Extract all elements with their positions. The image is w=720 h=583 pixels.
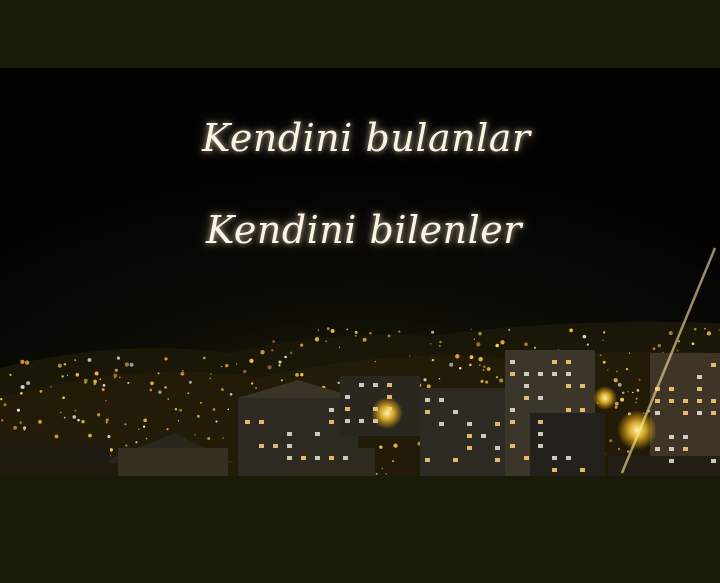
city-light-dot [609,439,612,442]
city-light-dot [524,342,528,346]
building-window [711,411,716,415]
city-light-dot [325,341,327,343]
building-window [566,408,571,412]
city-light-dot [97,413,100,416]
building-window [510,420,515,424]
city-light-dot [398,330,400,332]
city-light-dot [268,365,272,369]
city-light-dot [9,374,11,376]
building-window [683,435,688,439]
city-light-dot [20,360,24,364]
city-light-dot [26,381,30,385]
city-light-dot [197,415,200,418]
city-light-dot [487,367,491,371]
city-light-dot [236,363,237,364]
city-light-dot [423,378,426,381]
city-light-dot [290,352,293,355]
building-window [566,384,571,388]
building-window [683,447,688,451]
city-light-dot [718,329,719,330]
city-light-dot [20,392,23,395]
city-light-dot [479,364,481,366]
building-window [580,384,585,388]
building-window [387,383,392,387]
city-light-dot [272,340,275,343]
bottom-frame-band [0,476,720,583]
building-window [287,432,292,436]
city-light-dot [62,396,65,399]
city-light-dot [483,365,486,368]
building-window [711,399,716,403]
building-window [655,447,660,451]
building-window [259,444,264,448]
city-light-dot [278,361,281,364]
building-window [510,408,515,412]
city-light-dot [327,327,330,330]
city-light-dot [0,398,2,400]
building-window [259,420,264,424]
city-light-dot [143,418,147,422]
city-light-dot [13,426,17,430]
street-lamp [617,410,657,450]
city-light-dot [249,359,253,363]
city-light-dot [583,335,587,339]
building-window [697,399,702,403]
building-window [287,456,292,460]
city-light-dot [150,389,153,392]
city-light-dot [106,421,108,423]
city-light-dot [55,434,59,438]
city-light-dot [318,329,319,330]
building-window [524,456,529,460]
city-light-dot [603,331,605,333]
building-window [495,422,500,426]
building-window [439,398,444,402]
building-window [552,468,557,472]
building-window [669,387,674,391]
city-light-dot [210,373,212,375]
city-light-dot [88,358,92,362]
city-light-dot [107,435,110,438]
building-window [697,375,702,379]
city-light-dot [459,367,461,369]
city-light-dot [602,340,603,341]
building-window [273,444,278,448]
city-light-dot [38,420,42,424]
building-window [711,363,716,367]
city-light-dot [221,388,224,391]
building-window [329,456,334,460]
building-window [359,383,364,387]
city-light-dot [615,406,618,409]
city-light-dot [17,409,20,412]
city-light-dot [614,378,618,382]
city-light-dot [194,434,195,435]
building-window [453,410,458,414]
city-light-dot [379,446,382,449]
building-window [669,435,674,439]
city-light-dot [603,361,606,364]
building-window [580,408,585,412]
building-window [315,432,320,436]
building-window [711,459,716,463]
city-light-dot [102,388,105,391]
city-light-dot [616,371,618,373]
city-light-dot [637,389,640,392]
city-light-dot [439,378,440,379]
city-light-dot [175,408,177,410]
building-window [566,372,571,376]
city-light-dot [88,434,92,438]
city-light-dot [692,342,695,345]
city-light-dot [639,379,641,381]
city-light-dot [127,382,129,384]
building-window [655,411,660,415]
city-light-dot [125,445,127,447]
building-window [329,420,334,424]
city-light-dot [300,344,303,347]
building-window [683,411,688,415]
city-light-dot [534,347,536,349]
city-light-dot [3,403,6,406]
city-light-dot [600,354,602,356]
city-light-dot [315,337,319,341]
city-light-dot [478,332,482,336]
building-window [495,446,500,450]
city-light-dot [382,468,383,469]
city-light-dot [485,381,488,384]
city-light-dot [187,392,189,394]
city-light-dot [93,380,97,384]
building-window [425,458,430,462]
city-light-dot [182,370,183,371]
city-light-dot [60,412,61,413]
city-light-dot [200,402,202,404]
city-light-dot [251,382,253,384]
city-light-dot [635,402,636,403]
city-light-dot [106,418,109,421]
building-window [524,396,529,400]
building-window [495,458,500,462]
city-light-dot [119,376,121,378]
city-light-dot [221,366,222,367]
building-window [481,434,486,438]
city-light-dot [355,335,357,337]
city-light-dot [707,331,711,335]
city-light-dot [704,328,706,330]
city-light-dot [117,357,120,360]
city-light-dot [228,409,230,411]
building-window [315,456,320,460]
city-light-dot [355,331,358,334]
city-light-dot [439,345,441,347]
city-light-dot [209,377,211,379]
city-light-dot [278,364,280,366]
city-light-dot [427,384,431,388]
city-light-dot [225,364,228,367]
city-light-dot [632,392,633,393]
city-light-dot [629,353,630,354]
city-light-dot [636,398,638,400]
building-window [439,422,444,426]
city-light-dot [669,331,673,335]
city-light-dot [67,375,68,376]
city-light-dot [694,328,697,331]
city-light-dot [499,378,503,382]
city-light-dot [284,356,287,359]
city-light-dot [125,362,129,366]
building-window [467,422,472,426]
city-light-dot [337,382,340,385]
building-window [510,360,515,364]
city-light-dot [430,343,431,344]
city-light-dot [64,417,66,419]
city-light-dot [469,364,472,367]
city-light-dot [103,384,106,387]
building-window [287,444,292,448]
building-window [524,372,529,376]
city-light-dot [58,364,62,368]
city-light-dot [1,419,3,421]
building-window [669,447,674,451]
city-light-dot [19,421,22,424]
building-window [345,395,350,399]
city-light-dot [75,410,77,412]
building-window [345,419,350,423]
city-light-dot [215,420,217,422]
city-light-dot [189,381,192,384]
building-window [467,446,472,450]
city-light-dot [21,385,25,389]
city-light-dot [376,473,378,475]
city-light-dot [587,344,589,346]
building-window [669,399,674,403]
city-light-dot [64,363,67,366]
city-light-dot [346,329,348,331]
building-window [359,419,364,423]
city-light-dot [618,448,619,449]
building-window [538,372,543,376]
city-light-dot [179,409,182,412]
building-window [566,360,571,364]
building-window [580,468,585,472]
city-light-dot [409,355,410,356]
building-window [373,383,378,387]
city-light-dot [618,383,622,387]
city-light-dot [622,392,624,394]
city-light-dot [295,373,299,377]
city-light-dot [166,428,168,430]
building-window [467,434,472,438]
building-window [510,444,515,448]
city-light-dot [431,331,434,334]
city-light-dot [281,379,283,381]
city-light-dot [181,372,185,376]
city-light-dot [167,398,169,400]
building-window [329,408,334,412]
city-light-dot [76,373,79,376]
city-light-dot [72,415,76,419]
street-lamp [593,386,617,410]
building-window [510,372,515,376]
city-light-dot [500,340,504,344]
building-window [669,459,674,463]
city-light-dot [124,423,126,425]
city-light-dot [432,359,434,361]
building-window [552,456,557,460]
building-window [538,420,543,424]
city-light-dot [627,391,628,392]
city-light-dot [164,386,167,389]
city-light-dot [105,400,107,402]
city-scene [0,68,720,476]
city-light-dot [626,368,628,370]
city-light-dot [470,355,474,359]
city-light-dot [508,329,510,331]
city-light-dot [138,429,139,430]
city-light-dot [135,441,137,443]
city-light-dot [243,370,246,373]
city-light-dot [331,329,335,333]
city-light-dot [495,344,499,348]
city-light-dot [95,372,99,376]
city-light-dot [178,420,179,421]
city-light-dot [25,360,29,364]
street-lamp [371,397,403,429]
city-light-dot [479,357,483,361]
building-window [538,432,543,436]
city-light-dot [677,350,679,352]
city-light-dot [471,329,472,330]
city-light-dot [369,332,371,334]
city-light-dot [658,344,661,347]
city-light-dot [40,390,43,393]
city-light-dot [476,342,480,346]
caption-line-1: Kendini bulanlar [202,116,531,160]
top-frame-band [0,0,720,68]
city-light-dot [439,341,442,344]
city-light-dot [255,387,257,389]
city-light-dot [393,443,397,447]
city-light-dot [474,339,475,340]
city-light-dot [150,381,154,385]
city-light-dot [114,376,116,378]
building-window [538,444,543,448]
building-window [538,396,543,400]
building-window [552,360,557,364]
city-light-dot [77,419,80,422]
city-light-dot [115,369,118,372]
building-window [655,399,660,403]
building-window [683,399,688,403]
city-light-dot [203,357,206,360]
city-light-dot [260,350,264,354]
building-window [425,410,430,414]
building-window [524,384,529,388]
city-light-dot [207,437,210,440]
building-window [453,458,458,462]
city-light-dot [62,375,64,377]
city-light-dot [607,369,608,370]
city-light-dot [339,346,340,347]
city-light-dot [50,386,52,388]
city-light-dot [222,437,223,438]
city-light-dot [300,373,303,376]
city-light-dot [653,347,656,350]
city-light-dot [130,363,134,367]
city-light-dot [23,426,26,429]
building-window [697,387,702,391]
city-light-dot [388,335,391,338]
city-light-dot [158,372,160,374]
city-light-dot [93,383,95,385]
city-light-dot [81,420,84,423]
city-light-dot [483,369,485,371]
city-light-dot [620,398,624,402]
city-light-dot [375,361,377,363]
city-light-dot [158,390,161,393]
city-light-dot [569,329,573,333]
city-light-dot [392,460,394,462]
city-light-dot [627,450,629,452]
city-light-dot [24,429,26,431]
building-window [566,456,571,460]
city-light-dot [385,473,386,474]
building-window [343,456,348,460]
city-light-dot [363,338,367,342]
city-light-dot [164,357,167,360]
building-window [345,407,350,411]
city-light-dot [143,426,145,428]
night-city-photo [0,68,720,476]
city-light-dot [449,363,453,367]
city-light-dot [146,438,148,440]
city-light-dot [496,376,498,378]
city-light-dot [100,378,102,380]
building-window [552,372,557,376]
city-light-dot [481,380,484,383]
city-light-dot [271,349,273,351]
city-light-dot [230,393,233,396]
building-window [301,456,306,460]
city-light-dot [455,354,459,358]
city-light-dot [74,359,76,361]
caption-line-2: Kendini bilenler [206,208,522,252]
building-window [697,411,702,415]
city-light-dot [678,340,680,342]
building-window [425,398,430,402]
building-window [245,420,250,424]
city-light-dot [213,408,216,411]
city-light-dot [84,379,88,383]
